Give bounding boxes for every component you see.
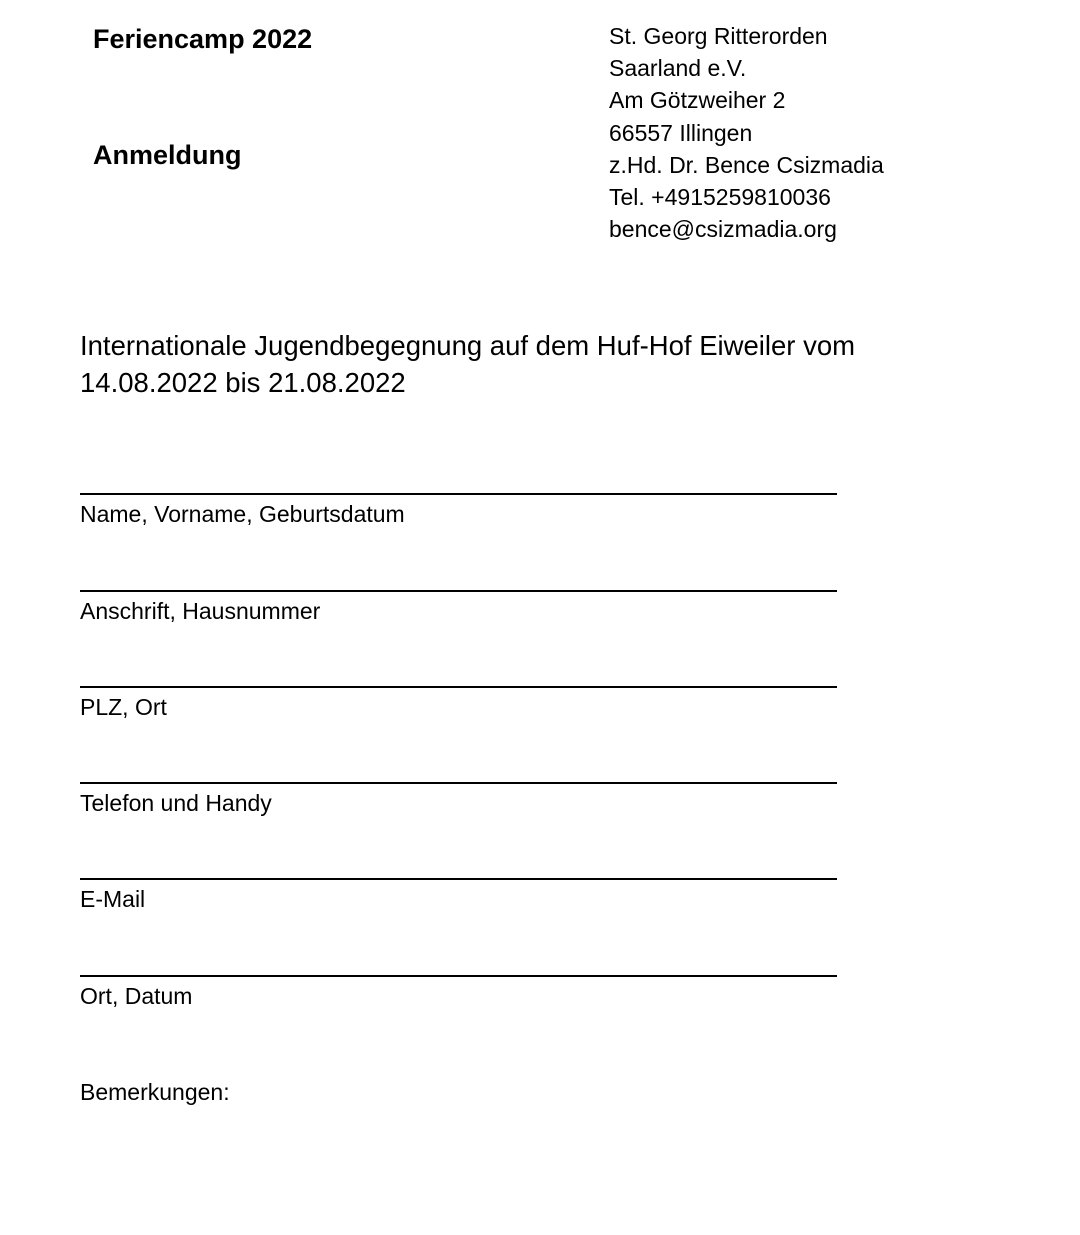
name-field-label: Name, Vorname, Geburtsdatum [80,501,405,527]
place-date-field-line[interactable] [80,975,837,977]
event-line-2: 14.08.2022 bis 21.08.2022 [80,367,406,398]
name-field-line[interactable] [80,493,837,495]
postal-city-field-line[interactable] [80,686,837,688]
phone-field-label: Telefon und Handy [80,790,272,816]
address-field-label: Anschrift, Hausnummer [80,598,321,624]
camp-title: Feriencamp 2022 [93,24,313,54]
postal-city-field-label: PLZ, Ort [80,694,167,720]
form-title: Anmeldung [93,140,242,170]
place-date-field-label: Ort, Datum [80,983,193,1009]
event-line-1: Internationale Jugendbegegnung auf dem Huf-Hof Eiweiler vom [80,330,856,361]
address-line-contact: z.Hd. Dr. Bence Csizmadia [609,151,884,178]
remarks-label: Bemerkungen: [80,1079,230,1105]
phone-field [80,782,837,816]
address-line-phone: Tel. +4915259810036 [609,184,831,211]
email-field-label: E-Mail [80,886,146,912]
event-description [80,327,960,401]
name-field [80,493,837,527]
email-field-line[interactable] [80,878,837,880]
postal-city-field [80,686,837,720]
email-field [80,878,837,912]
address-line-organization: St. Georg Ritterorden [609,23,828,49]
address-line-email: bence@csizmadia.org [609,216,837,243]
place-date-field [80,975,837,1009]
address-line-street: Am Götzweiher 2 [609,87,786,114]
phone-field-line[interactable] [80,782,837,784]
address-line-association: Saarland e.V. [609,55,747,82]
address-field [80,590,837,624]
organizer-address [609,20,884,245]
address-field-line[interactable] [80,590,837,592]
address-line-city: 66557 Illingen [609,119,753,146]
